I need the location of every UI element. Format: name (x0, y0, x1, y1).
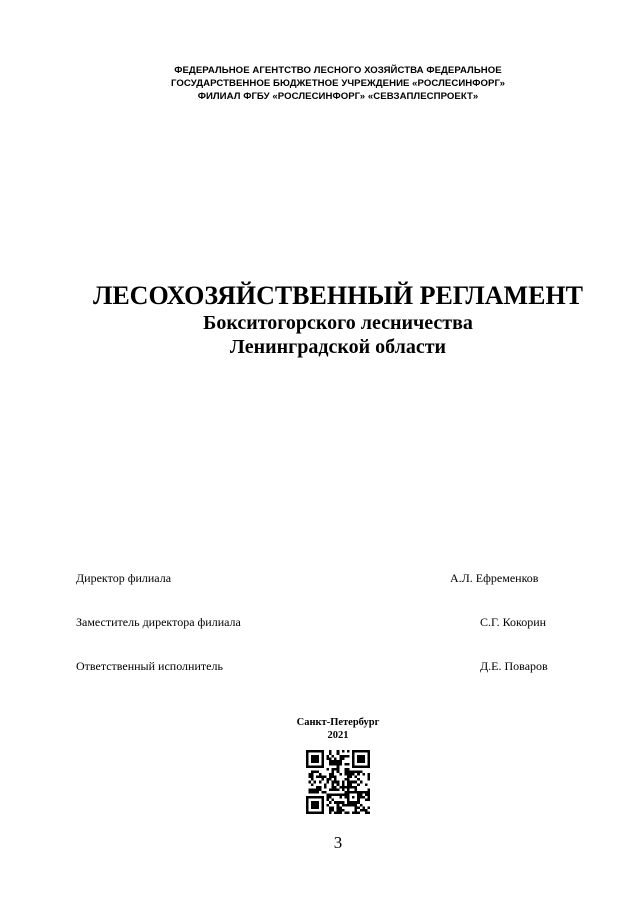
organization-line-3: ФИЛИАЛ ФГБУ «РОСЛЕСИНФОРГ» «СЕВЗАПЛЕСПРОЕКТ» (197, 91, 479, 102)
page-number: 3 (333, 833, 343, 852)
signature-row (76, 659, 596, 703)
organization-line-1: ФЕДЕРАЛЬНОЕ АГЕНТСТВО ЛЕСНОГО ХОЗЯЙСТВА ФЕДЕРАЛЬНОЕ (174, 65, 502, 76)
signature-role: Заместитель директора филиала (76, 615, 241, 629)
signature-row (76, 615, 596, 659)
signature-name: А.Л. Ефременков (450, 571, 539, 585)
qr-code-icon (306, 750, 370, 814)
title-main: ЛЕСОХОЗЯЙСТВЕННЫЙ РЕГЛАМЕНТ (92, 281, 584, 310)
signature-name: С.Г. Кокорин (480, 615, 547, 629)
title-forestry: Бокситогорского лесничества (203, 312, 473, 334)
signature-name: Д.Е. Поваров (480, 659, 548, 673)
city: Санкт-Петербург (296, 717, 380, 728)
organization-line-2: ГОСУДАРСТВЕННОЕ БЮДЖЕТНОЕ УЧРЕЖДЕНИЕ «РОСЛЕСИНФОРГ» (171, 78, 505, 89)
organization-header (0, 64, 640, 103)
place-and-year (0, 716, 640, 742)
signature-row (76, 571, 596, 615)
signature-role: Директор филиала (76, 571, 172, 585)
document-title (0, 281, 640, 359)
signature-role: Ответственный исполнитель (76, 659, 223, 673)
year: 2021 (327, 730, 349, 741)
signatures-block (76, 571, 596, 703)
title-region: Ленинградской области (229, 336, 447, 358)
